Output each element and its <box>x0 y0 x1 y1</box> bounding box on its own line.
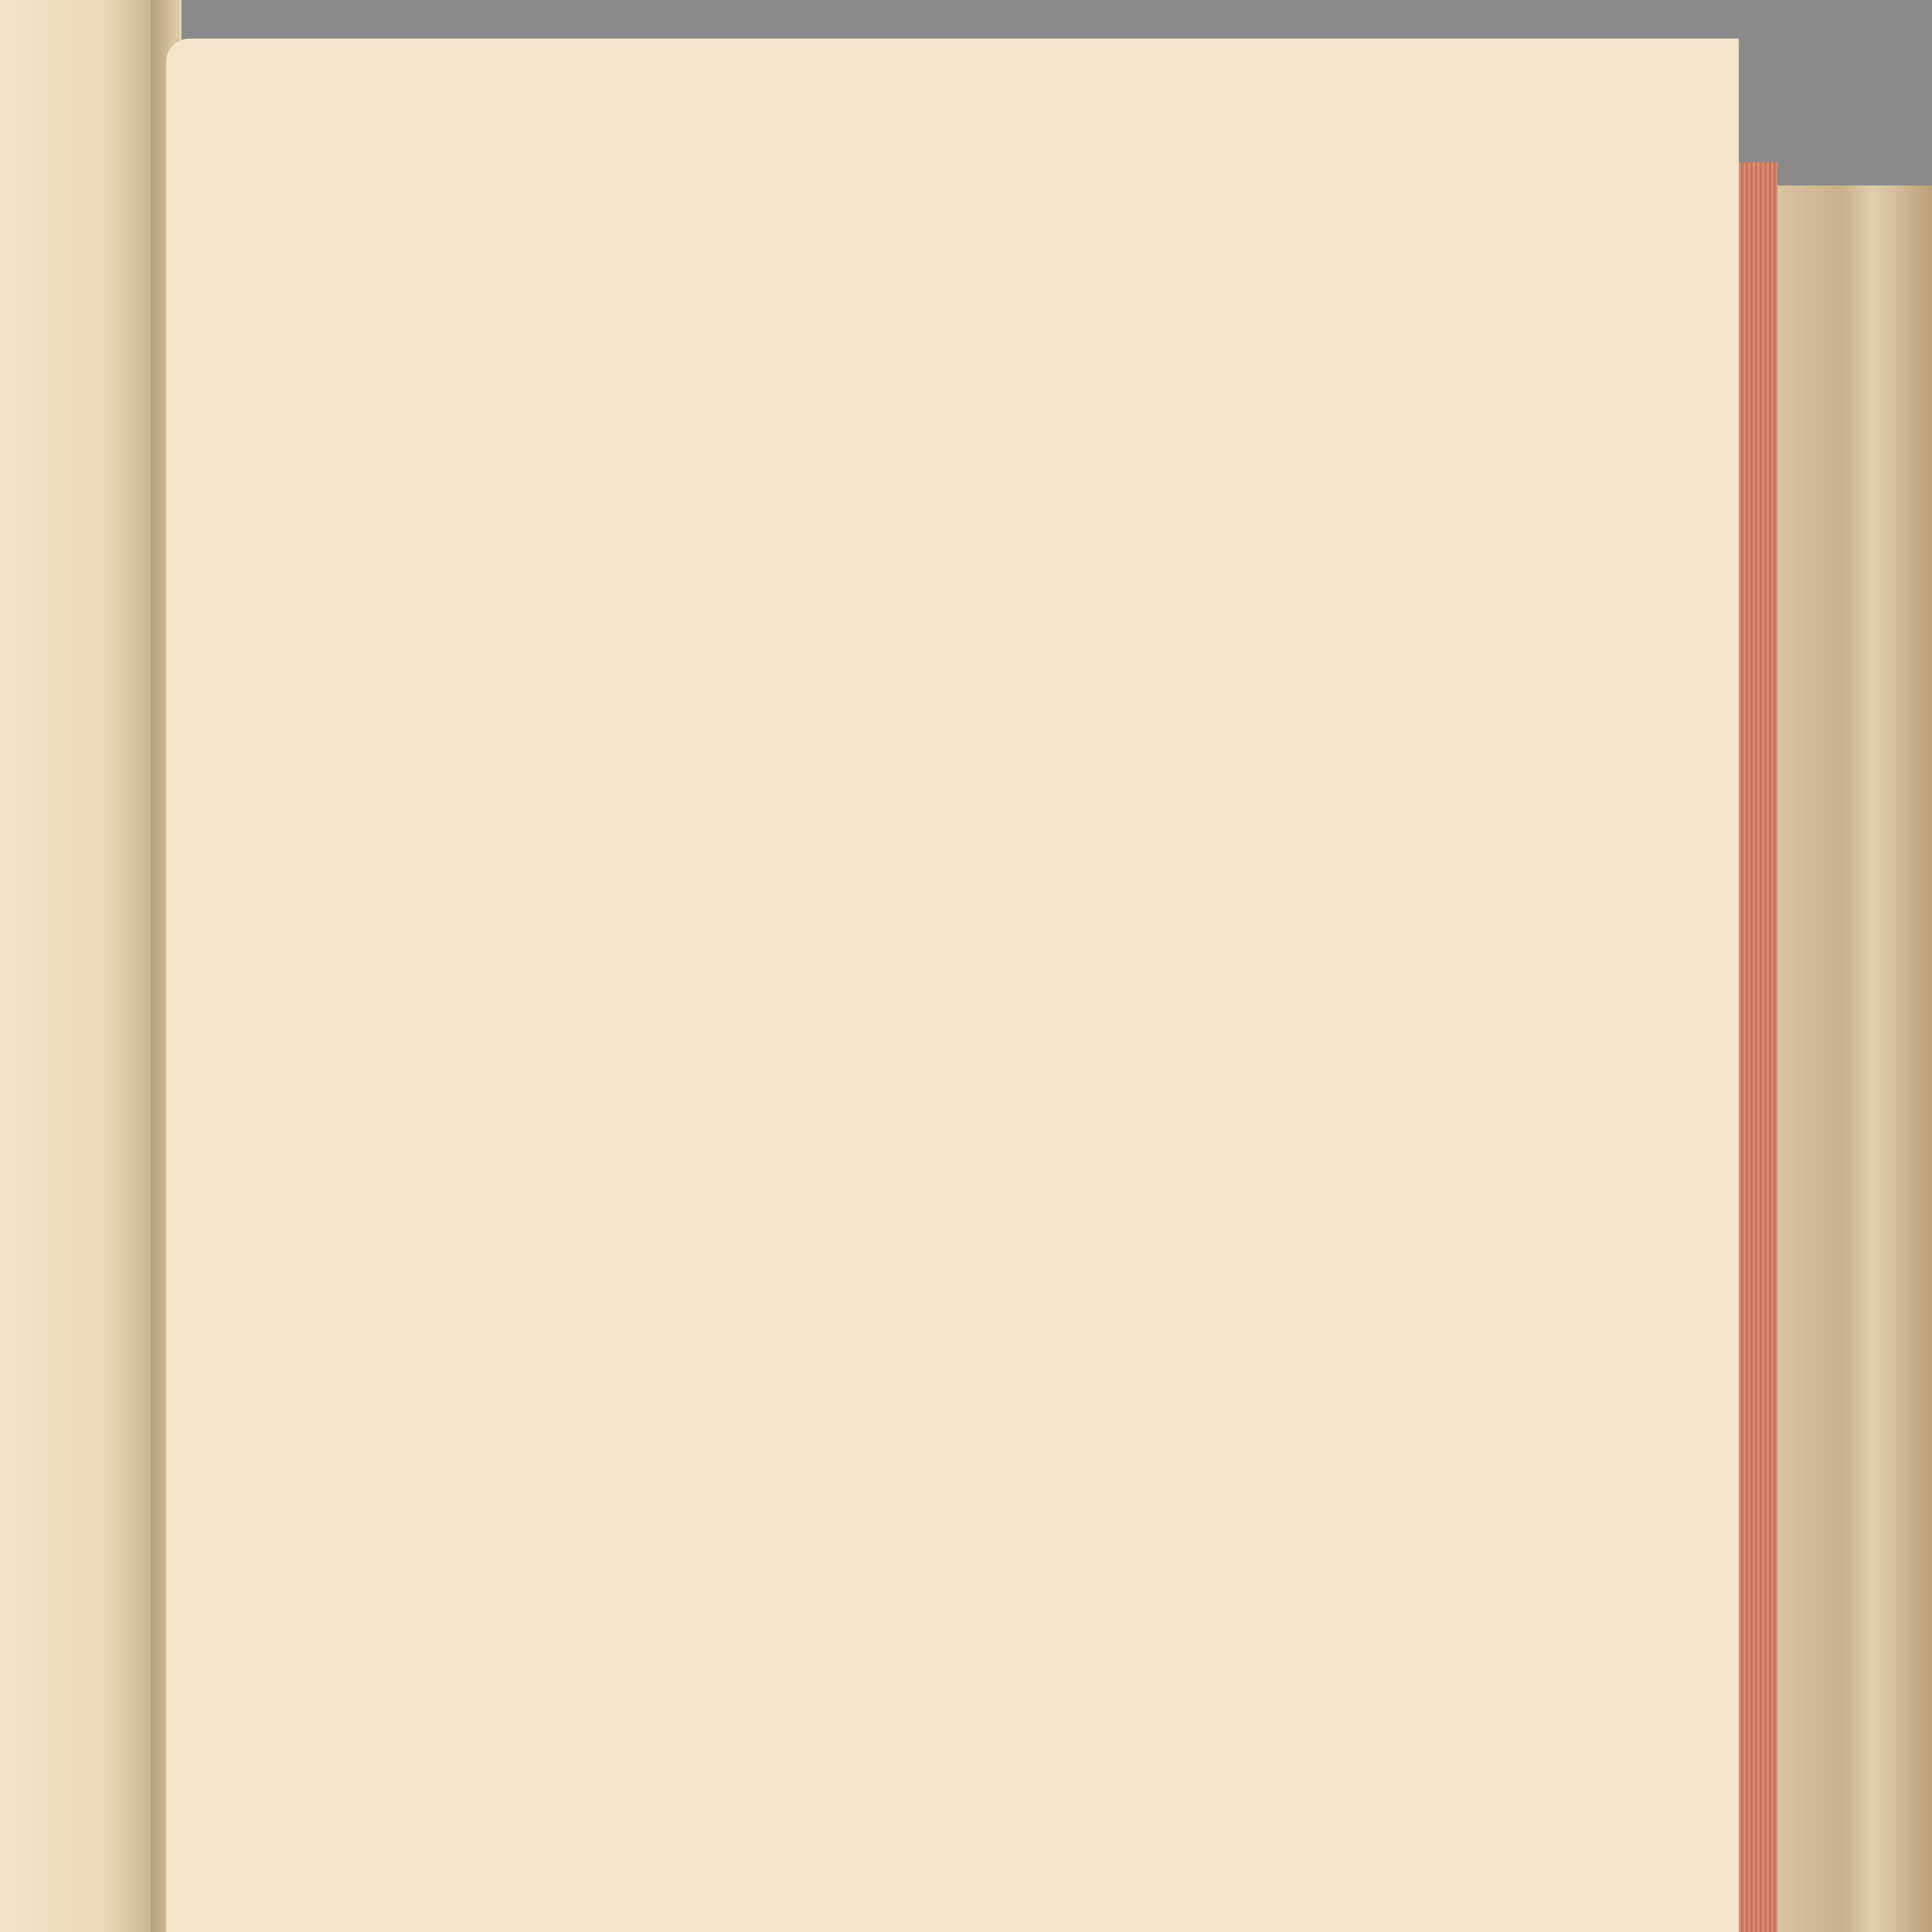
page-edges <box>1739 162 1777 1932</box>
main-page <box>166 39 1739 1932</box>
left-column <box>174 263 703 312</box>
book-spine <box>1777 185 1932 1932</box>
section-creditum <box>174 278 703 312</box>
facing-page <box>0 0 151 1932</box>
